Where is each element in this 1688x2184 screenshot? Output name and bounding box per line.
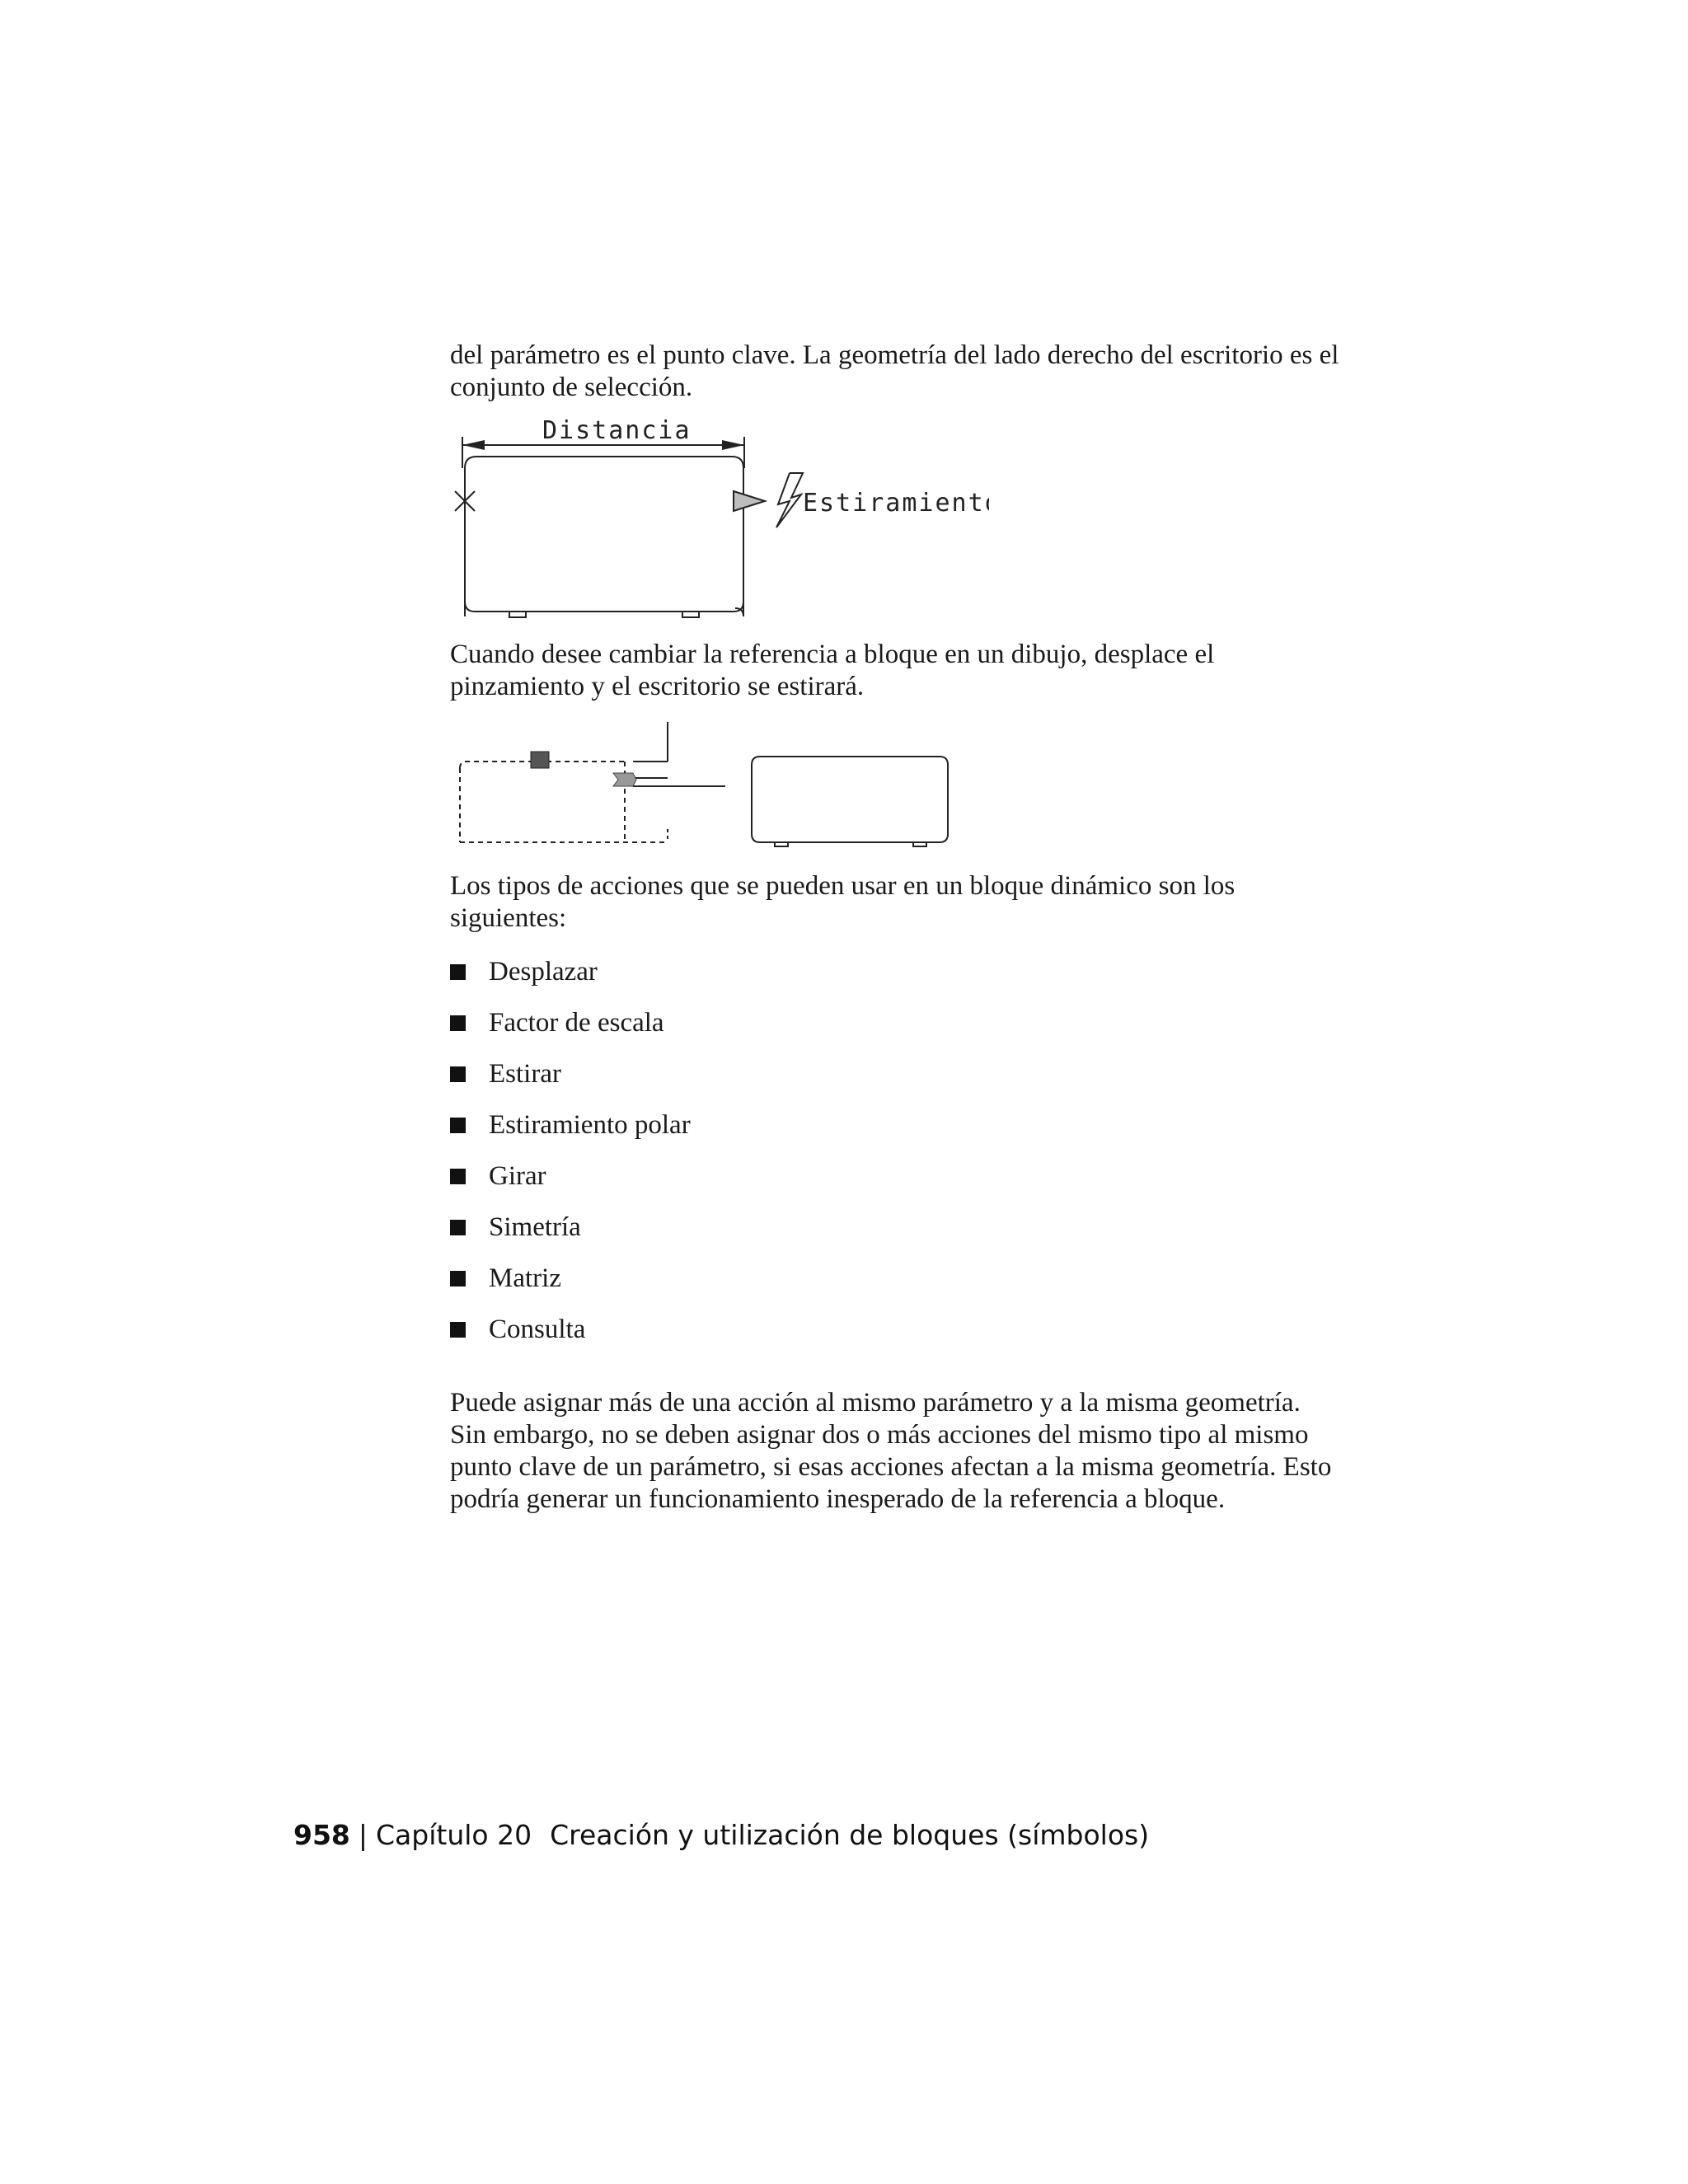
paragraph-stretch: Cuando desee cambiar la referencia a bloque en un dibujo, desplace el pinzamiento y el escritorio se estirará. <box>450 640 1215 701</box>
figure-stretch-result <box>445 719 956 851</box>
page-footer <box>293 1819 1149 1852</box>
paragraph-action-types: Los tipos de acciones que se pueden usar en un bloque dinámico son los siguientes: <box>450 871 1236 933</box>
stretch-label: Estiramiento <box>803 489 989 518</box>
list-item <box>450 1263 691 1314</box>
bullet-icon <box>450 1169 466 1184</box>
chapter-title: Creación y utilización de bloques (símbolos) <box>550 1819 1150 1851</box>
bullet-icon <box>450 1066 466 1082</box>
distance-label: Distancia <box>542 419 692 445</box>
paragraph-intro: del parámetro es el punto clave. La geometría del lado derecho del escritorio es el conjunto de selección. <box>450 340 1339 402</box>
bullet-icon <box>450 964 466 980</box>
list-item <box>450 1109 691 1160</box>
bullet-icon <box>450 1015 466 1031</box>
bullet-icon <box>450 1220 466 1235</box>
stretch-result-diagram <box>445 719 956 851</box>
list-item-label: Girar <box>489 1161 546 1191</box>
bullet-icon <box>450 1118 466 1133</box>
bullet-icon <box>450 1322 466 1338</box>
list-item-label: Matriz <box>489 1263 561 1293</box>
bullet-icon <box>450 1271 466 1286</box>
list-item-label: Factor de escala <box>489 1008 664 1038</box>
footer-separator: | <box>358 1819 368 1851</box>
list-item <box>450 1007 691 1058</box>
list-item-label: Desplazar <box>489 957 598 987</box>
actions-list <box>450 956 691 1365</box>
page-number: 958 <box>293 1819 350 1851</box>
list-item <box>450 1212 691 1263</box>
list-item <box>450 956 691 1007</box>
list-item <box>450 1314 691 1365</box>
paragraph-multiple-actions: Puede asignar más de una acción al mismo parámetro y a la misma geometría. Sin embargo, no se deben asignar dos o más acciones del mismo tipo al mismo punto clave de un parámetro, si esas acciones afectan a la misma geometría. Esto podría generar un funcionamiento inesperado de la referencia a bloque. <box>450 1388 1332 1514</box>
figure-stretch-parameter <box>445 419 989 625</box>
list-item-label: Estirar <box>489 1059 561 1089</box>
list-item-label: Simetría <box>489 1212 581 1242</box>
list-item-label: Estiramiento polar <box>489 1110 691 1140</box>
list-item <box>450 1058 691 1109</box>
chapter-label: Capítulo 20 <box>376 1819 532 1851</box>
stretch-parameter-diagram <box>445 419 989 625</box>
list-item <box>450 1160 691 1212</box>
list-item-label: Consulta <box>489 1315 586 1344</box>
